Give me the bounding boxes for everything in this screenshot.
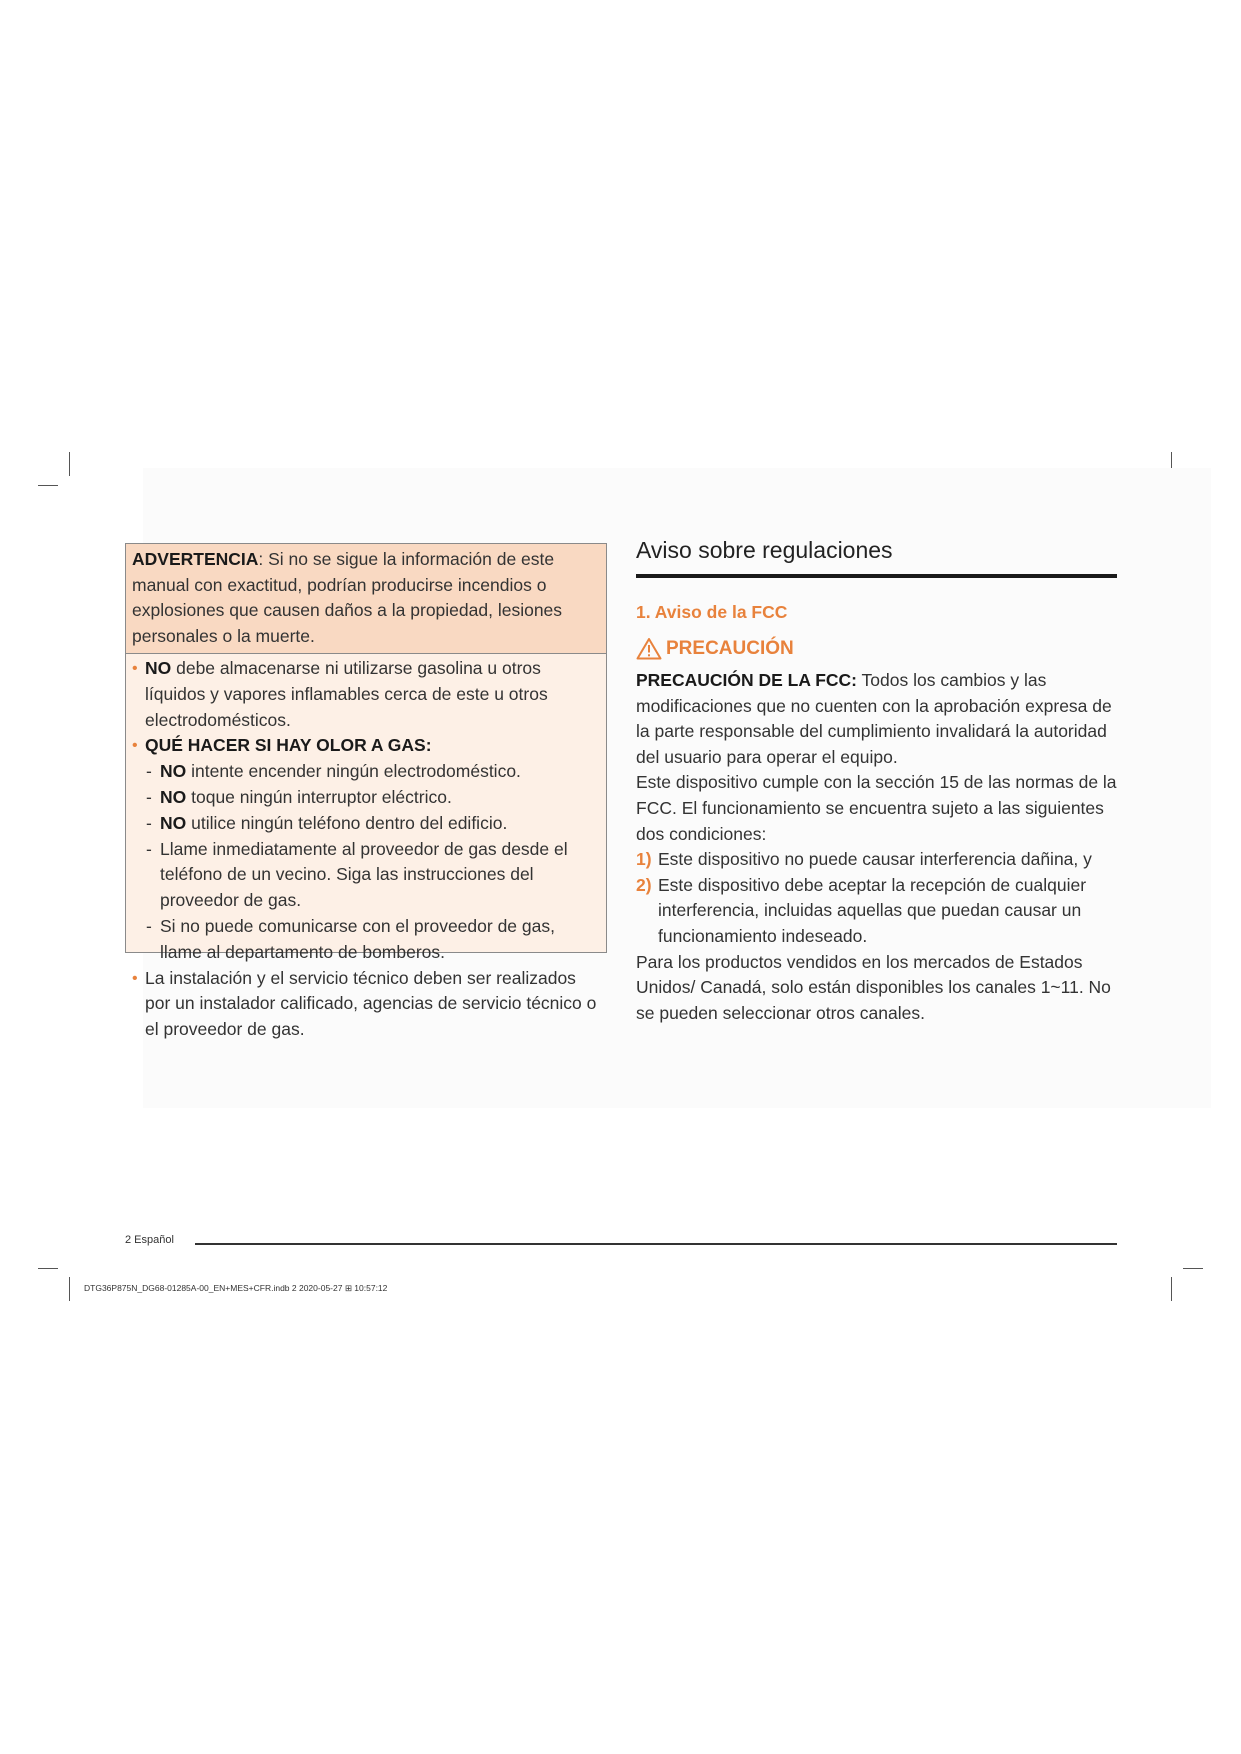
- item-text: toque ningún interruptor eléctrico.: [186, 786, 452, 807]
- paragraph: Este dispositivo cumple con la sección 15 de las normas de la FCC. El funcionamiento se encuentra sujeto a las siguientes dos condiciones:: [636, 772, 1117, 844]
- bullet-icon: •: [132, 969, 138, 987]
- sub-item: [132, 837, 600, 914]
- bold-text: NO: [160, 786, 187, 807]
- condition-text: Este dispositivo debe aceptar la recepción de cualquier interferencia, incluidas aquellas que puedan causar un funcionamiento indeseado.: [658, 874, 1087, 946]
- crop-mark: [38, 1268, 58, 1269]
- condition-item: [636, 847, 1122, 873]
- condition-number: 2): [636, 874, 652, 895]
- crop-mark: [69, 452, 70, 476]
- paragraph: Para los productos vendidos en los mercados de Estados Unidos/ Canadá, solo están disponibles los canales 1~11. No se pueden seleccionar otros canales.: [636, 951, 1111, 1023]
- caution-heading: [636, 637, 794, 660]
- bold-text: PRECAUCIÓN DE LA FCC:: [636, 670, 858, 690]
- bold-text: NO: [145, 658, 172, 678]
- sub-item: [132, 811, 600, 837]
- bold-text: NO: [160, 761, 187, 782]
- list-item: [132, 966, 600, 1043]
- subsection-title: 1. Aviso de la FCC: [636, 602, 788, 622]
- fcc-notice: [636, 668, 1122, 1026]
- warning-box: [125, 543, 607, 1040]
- caution-label: PRECAUCIÓN: [666, 637, 794, 659]
- crop-mark: [69, 1277, 70, 1301]
- item-text: Si no puede comunicarse con el proveedor de gas, llame al departamento de bomberos.: [160, 915, 555, 962]
- item-text: Llame inmediatamente al proveedor de gas desde el teléfono de un vecino. Siga las instrucciones del proveedor de gas.: [160, 838, 568, 911]
- warning-label: ADVERTENCIA: [132, 549, 259, 569]
- paragraph: [636, 668, 1122, 770]
- sub-item: [132, 785, 600, 811]
- title-divider: [636, 574, 1117, 578]
- section-title: Aviso sobre regulaciones: [636, 537, 893, 563]
- item-text: debe almacenarse ni utilizarse gasolina u otros líquidos y vapores inflamables cerca de este u otros electrodomésticos.: [145, 658, 548, 730]
- warning-list: [126, 654, 606, 1043]
- list-item: [132, 656, 600, 733]
- bullet-icon: •: [132, 660, 138, 677]
- sub-item: [132, 914, 600, 966]
- dash-icon: -: [146, 915, 152, 936]
- dash-icon: -: [146, 838, 152, 859]
- sub-item: [132, 759, 600, 785]
- bold-text: NO: [160, 812, 187, 833]
- condition-item: [636, 873, 1122, 950]
- bullet-icon: •: [132, 737, 138, 755]
- warning-header: [126, 544, 606, 654]
- print-slug: DTG36P875N_DG68-01285A-00_EN+MES+CFR.indb 2 2020-05-27 ⊞ 10:57:12: [84, 1283, 388, 1293]
- page-number: 2 Español: [125, 1234, 174, 1246]
- item-text: utilice ningún teléfono dentro del edificio.: [186, 812, 508, 833]
- warning-triangle-icon: [636, 637, 662, 660]
- dash-icon: -: [146, 812, 152, 833]
- list-item: [132, 733, 600, 759]
- footer-divider: [195, 1243, 1117, 1245]
- crop-mark: [38, 485, 58, 486]
- paragraph-text: Todos los cambios y las modificaciones que no cuenten con la aprobación expresa de la parte responsable del cumplimiento invalidará la autoridad del usuario para operar el equipo.: [636, 670, 1112, 767]
- dash-icon: -: [146, 786, 152, 807]
- condition-number: 1): [636, 849, 652, 870]
- item-text: La instalación y el servicio técnico deben ser realizados por un instalador calificado, agencias de servicio técnico o el proveedor de gas.: [145, 967, 597, 1040]
- crop-mark: [1171, 1277, 1172, 1301]
- warning-text: : Si no se sigue la información de este manual con exactitud, podrían producirse incendios o explosiones que causen daños a la propiedad, lesiones personales o la muerte.: [132, 549, 563, 646]
- bold-text: QUÉ HACER SI HAY OLOR A GAS:: [145, 735, 432, 756]
- item-text: intente encender ningún electrodoméstico.: [186, 761, 521, 782]
- dash-icon: -: [146, 761, 152, 782]
- crop-mark: [1183, 1268, 1203, 1269]
- condition-text: Este dispositivo no puede causar interferencia dañina, y: [658, 849, 1092, 870]
